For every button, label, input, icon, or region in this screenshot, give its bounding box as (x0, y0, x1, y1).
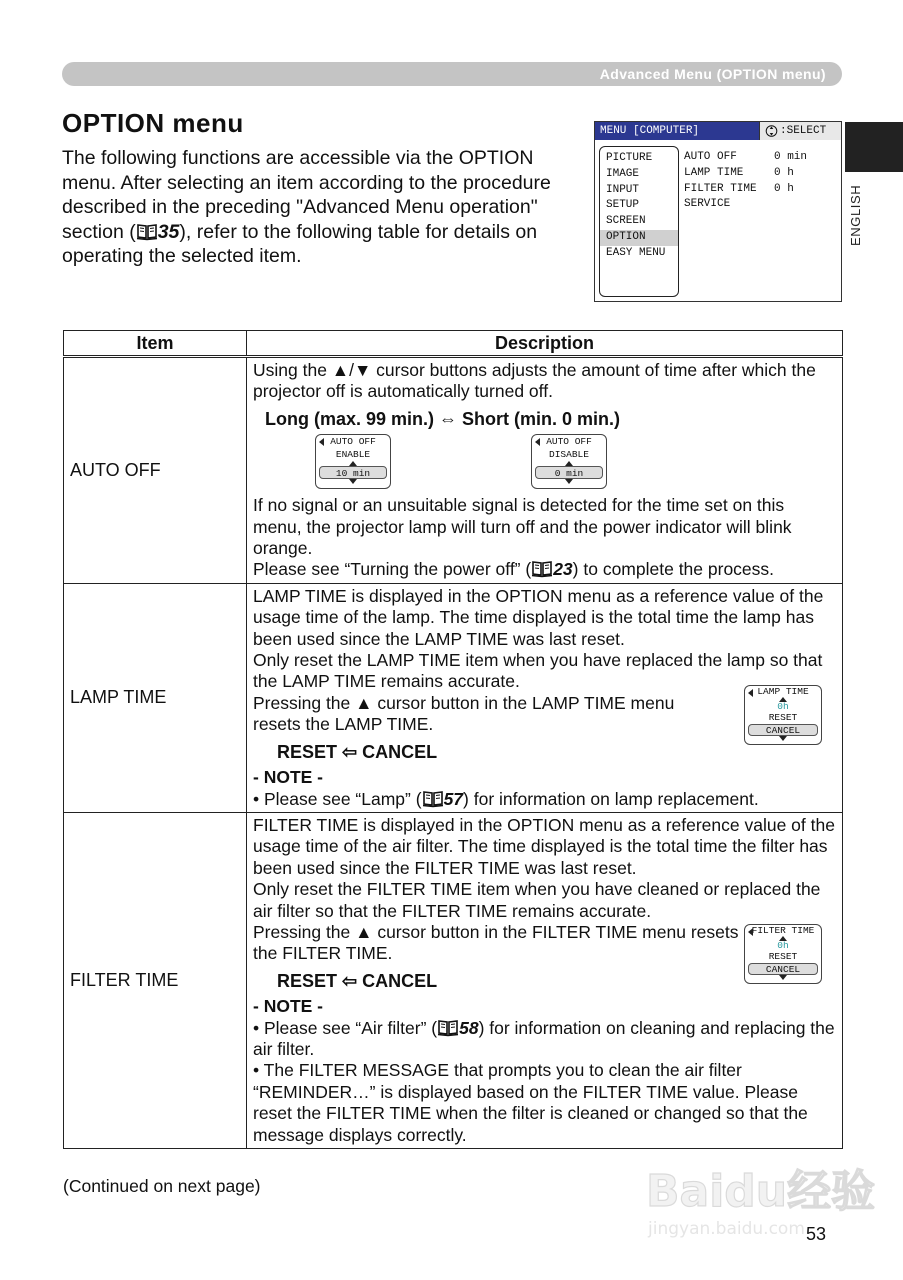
lamp-time-p2: Only reset the LAMP TIME item when you have replaced the lamp so that the LAMP TIME remains accurate. (253, 650, 823, 692)
book-reference-icon (136, 223, 158, 240)
menu-key: SERVICE (684, 198, 731, 211)
menu-screenshot (594, 121, 842, 302)
menu-left-list (599, 146, 679, 297)
book-reference-icon (531, 560, 553, 577)
desc-lamp-time (247, 583, 843, 812)
menu-value: 0 h (774, 166, 794, 179)
menu-right-list (684, 150, 834, 213)
lamp-time-note: • Please see “Lamp” ( 57) for information on lamp replacement. (253, 788, 759, 809)
table-row-filter-time (64, 812, 843, 1148)
menu-key: AUTO OFF (684, 151, 737, 163)
continued-note: (Continued on next page) (63, 1176, 261, 1196)
osd-value: 0h (777, 700, 789, 712)
item-filter-time: FILTER TIME (64, 812, 247, 1148)
lamp-time-p1: LAMP TIME is displayed in the OPTION menu as a reference value of the usage time of the lamp. The time displayed is the total time the lamp has been used since the LAMP TIME was last reset. (253, 585, 824, 649)
book-reference-icon (437, 1019, 459, 1036)
osd-title: LAMP TIME (757, 685, 809, 697)
menu-item-screen: SCREEN (606, 215, 646, 228)
menu-value: 0 min (774, 151, 808, 163)
osd-filter-time (744, 924, 822, 984)
menu-item-option: OPTION (600, 230, 678, 246)
menu-value: 0 h (774, 182, 794, 195)
menu-key: LAMP TIME (684, 166, 744, 179)
auto-off-p2: If no signal or an unsuitable signal is detected for the time set on this menu, the projector lamp will turn off and the power indicator will blink orange. (253, 495, 792, 559)
intro-paragraph: The following functions are accessible via the OPTION menu. After selecting an item according to the procedure described in the preceding "Advanced Menu operation" section ( 35), refer to the following table for details on operating the selected item. (62, 147, 551, 268)
page-number: 53 (806, 1224, 827, 1244)
osd-status: DISABLE (549, 449, 589, 461)
section-header: Advanced Menu (OPTION menu) (62, 62, 842, 86)
filter-time-p3: Pressing the ▲ cursor button in the FILTER TIME menu resets the FILTER TIME. (253, 921, 739, 964)
menu-item-easy-menu: EASY MENU (606, 246, 666, 259)
osd-reset: RESET (768, 711, 798, 723)
menu-item-image: IMAGE (606, 167, 640, 180)
filter-time-p1: FILTER TIME is displayed in the OPTION menu as a reference value of the usage time of the air filter. The time displayed is the total time the filter has been used since the FILTER TIME was last reset. (253, 814, 835, 878)
osd-cancel: CANCEL (748, 724, 818, 736)
osd-auto-off-disable (531, 434, 607, 489)
auto-off-p1: Using the ▲/▼ cursor buttons adjusts the amount of time after which the projector off is automatically turned off. (253, 360, 816, 402)
osd-cancel: CANCEL (748, 963, 818, 975)
book-reference-icon (422, 790, 444, 807)
navigation-pad-icon (765, 125, 778, 137)
column-header-description: Description (247, 331, 843, 357)
menu-item-input: INPUT (606, 183, 640, 196)
page-ref[interactable]: 57 (443, 788, 464, 809)
osd-value: 0h (777, 939, 789, 951)
menu-item-picture: PICTURE (606, 152, 653, 164)
desc-auto-off (247, 357, 843, 584)
page-ref[interactable]: 58 (459, 1017, 479, 1038)
osd-value: 0 min (535, 466, 603, 479)
lamp-time-action: RESET ⇦ CANCEL (277, 741, 438, 762)
menu-item-setup: SETUP (606, 199, 640, 212)
osd-reset: RESET (768, 950, 798, 962)
osd-value: 10 min (319, 466, 387, 479)
table-row-lamp-time (64, 583, 843, 812)
filter-time-note2: • The FILTER MESSAGE that prompts you to clean the air filter “REMINDER…” is displayed based on the FILTER TIME value. Please reset the FILTER TIME when the filter is cleaned or changed so that the message displays correctly. (253, 1060, 808, 1145)
select-hint: :SELECT (759, 122, 841, 140)
osd-status: ENABLE (335, 449, 371, 461)
item-auto-off: AUTO OFF (64, 357, 247, 584)
side-tab-marker (845, 122, 903, 172)
menu-key: FILTER TIME (684, 182, 757, 195)
auto-off-p3: Please see “Turning the power off” ( 23) to complete the process. (253, 559, 775, 580)
osd-lamp-time (744, 685, 822, 745)
page-ref[interactable]: 23 (553, 559, 573, 580)
table-row-auto-off (64, 357, 843, 584)
language-label: ENGLISH (848, 184, 863, 246)
osd-title: FILTER TIME (751, 924, 815, 936)
menu-title: MENU [COMPUTER] (595, 122, 759, 140)
filter-time-p2: Only reset the FILTER TIME item when you have cleaned or replaced the air filter so that the FILTER TIME remains accurate. (253, 879, 821, 921)
desc-filter-time (247, 812, 843, 1148)
osd-title: AUTO OFF (546, 436, 592, 448)
lamp-time-note-title: - NOTE - (253, 767, 323, 788)
osd-title: AUTO OFF (330, 436, 376, 448)
filter-time-action: RESET ⇦ CANCEL (277, 970, 438, 991)
column-header-item: Item (64, 331, 247, 357)
auto-off-range: Long (max. 99 min.) ⇔ Short (min. 0 min.) (265, 408, 621, 429)
lamp-time-p3: Pressing the ▲ cursor button in the LAMP TIME menu resets the LAMP TIME. (253, 692, 675, 735)
watermark-url: jingyan.baidu.com (648, 1219, 805, 1239)
item-lamp-time: LAMP TIME (64, 583, 247, 812)
page-ref[interactable]: 35 (157, 220, 180, 243)
option-table (63, 330, 843, 1149)
page-title: OPTION menu (62, 108, 244, 138)
osd-auto-off-enable (315, 434, 391, 489)
filter-time-note1: • Please see “Air filter” ( 58) for information on cleaning and replacing the air filter. (253, 1017, 835, 1059)
watermark-brand: Baidu经验 (646, 1166, 876, 1217)
filter-time-note-title: - NOTE - (253, 996, 323, 1017)
